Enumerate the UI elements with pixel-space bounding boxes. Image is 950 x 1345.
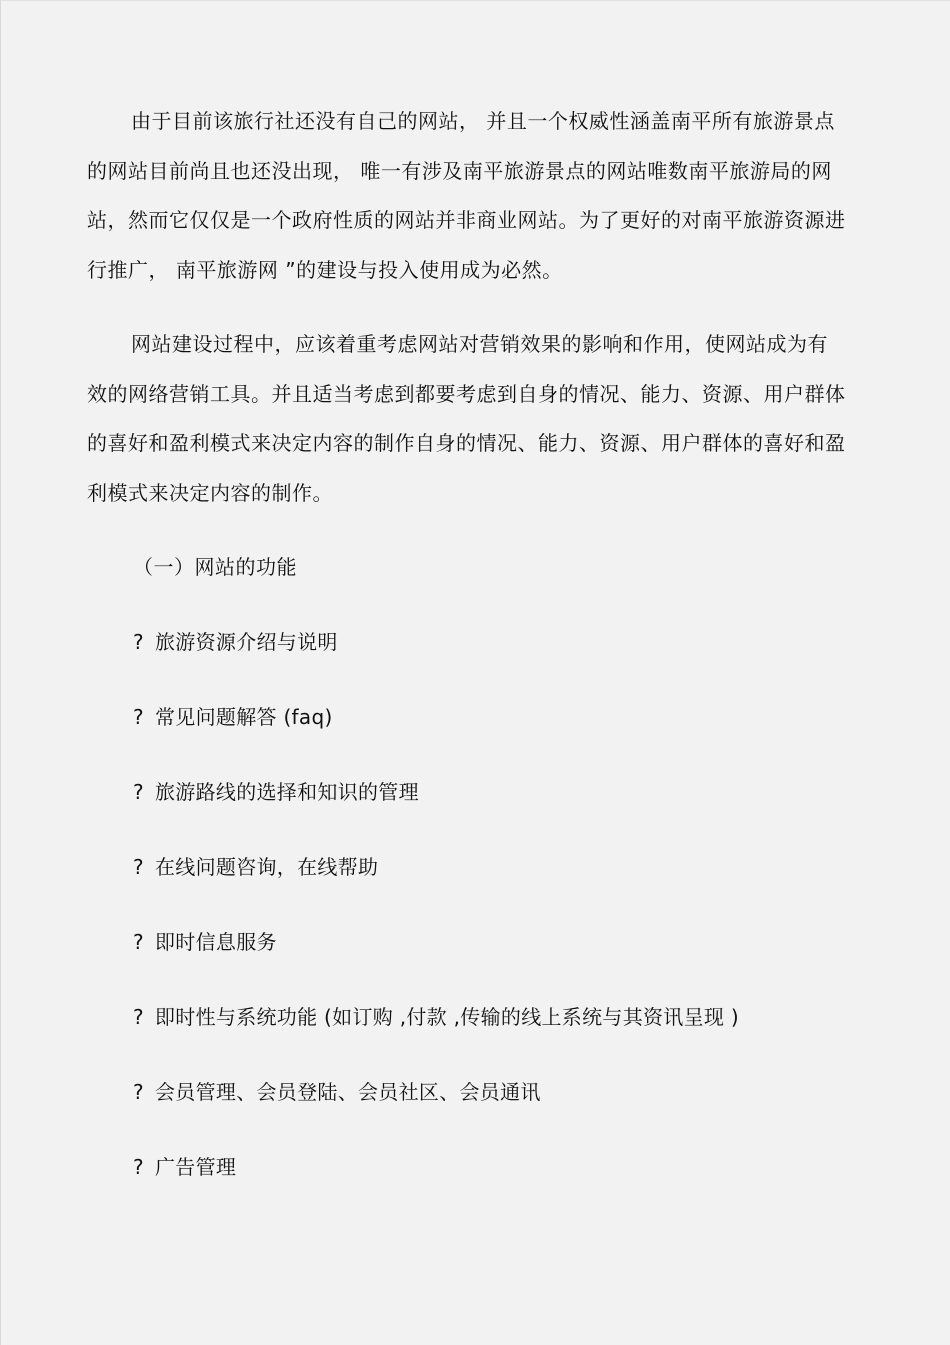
- function-item-text: 即时性与系统功能 (如订购 ,付款 ,传输的线上系统与其资讯呈现 ): [155, 1005, 739, 1029]
- function-item-text: 即时信息服务: [155, 930, 277, 954]
- bullet-marker: ?: [133, 705, 144, 729]
- function-item-text: 旅游资源介绍与说明: [155, 630, 338, 654]
- function-item: [133, 627, 739, 702]
- bullet-marker: ?: [133, 630, 144, 654]
- function-item: [133, 702, 739, 777]
- function-item-text: 旅游路线的选择和知识的管理: [155, 780, 419, 804]
- function-item-text: 会员管理、会员登陆、会员社区、会员通讯: [155, 1080, 541, 1104]
- function-item-text: 常见问题解答 (faq): [155, 705, 333, 729]
- function-item: [133, 1077, 739, 1152]
- intro-paragraph: 由于目前该旅行社还没有自己的网站， 并且一个权威性涵盖南平所有旅游景点的网站目前尚且也还没出现， 唯一有涉及南平旅游景点的网站唯数南平旅游局的网站，然而它仅仅是一个政府性质的网站并非商业网站。为了更好的对南平旅游资源进行推广， 南平旅游网 ”的建设与投入使用成为必然。: [87, 109, 846, 282]
- bullet-marker: ?: [133, 1155, 144, 1179]
- function-item: [133, 1002, 739, 1077]
- construction-paragraph: 网站建设过程中，应该着重考虑网站对营销效果的影响和作用，使网站成为有效的网络营销工具。并且适当考虑到都要考虑到自身的情况、能力、资源、用户群体的喜好和盈利模式来决定内容的制作自身的情况、能力、资源、用户群体的喜好和盈利模式来决定内容的制作。: [87, 332, 846, 505]
- function-item-text: 在线问题咨询，在线帮助: [155, 855, 379, 879]
- function-item-text: 广告管理: [155, 1155, 237, 1179]
- bullet-marker: ?: [133, 855, 144, 879]
- function-item: [133, 1152, 739, 1227]
- section-heading-website-functions: （一）网站的功能: [133, 555, 297, 579]
- bullet-marker: ?: [133, 780, 144, 804]
- bullet-marker: ?: [133, 930, 144, 954]
- function-item: [133, 777, 739, 852]
- document-body: [87, 97, 847, 1179]
- bullet-marker: ?: [133, 1080, 144, 1104]
- bullet-marker: ?: [133, 1005, 144, 1029]
- function-item: [133, 852, 739, 927]
- function-list: [133, 627, 739, 1227]
- function-item: [133, 927, 739, 1002]
